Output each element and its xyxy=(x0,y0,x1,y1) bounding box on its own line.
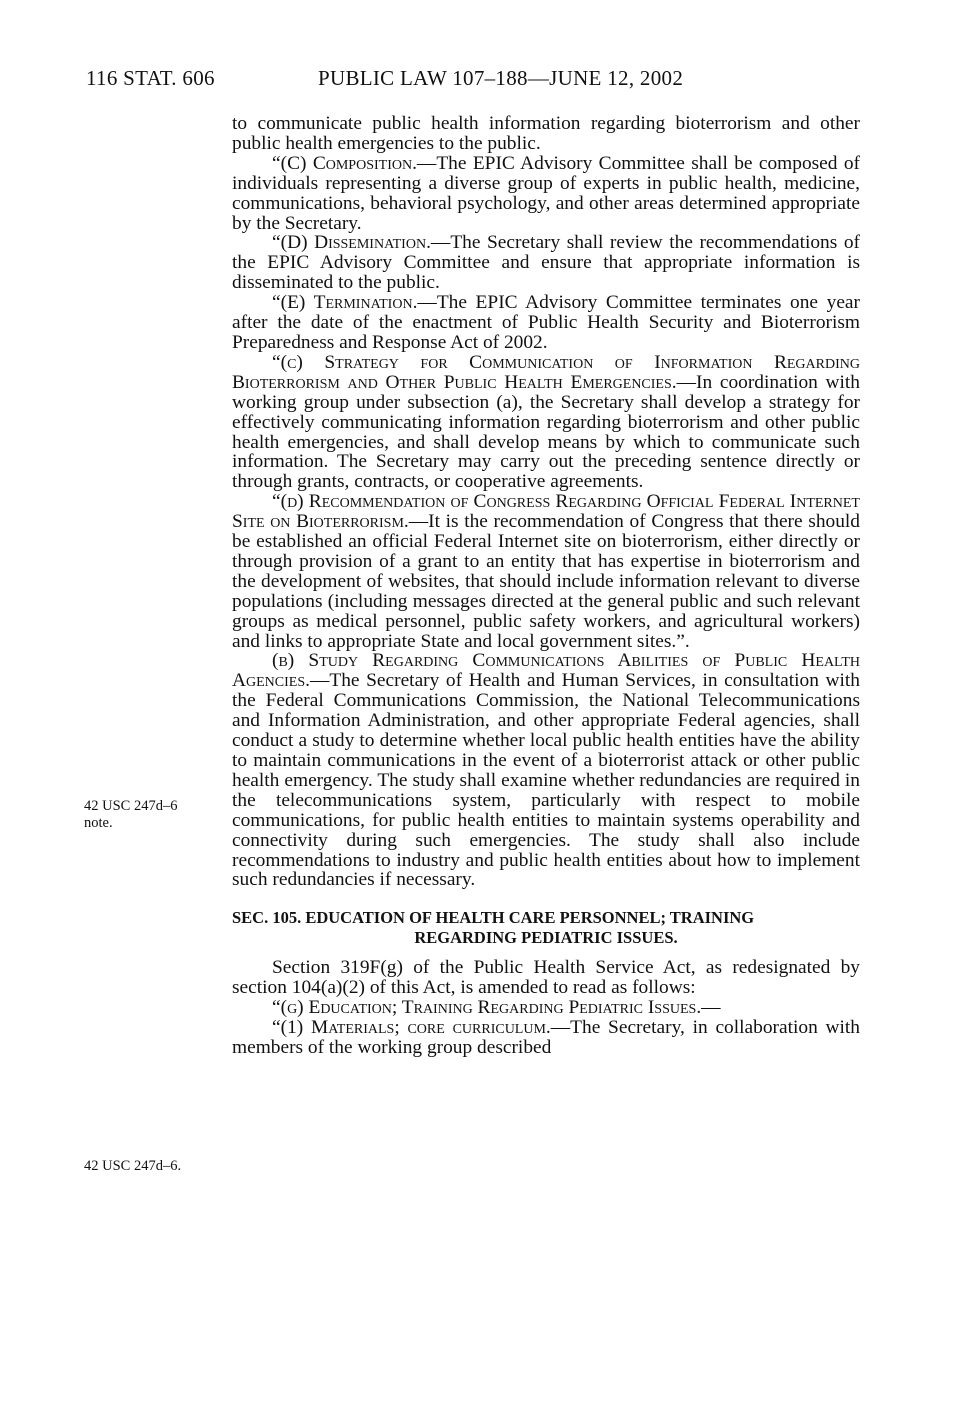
subsection-b-text: The Secretary of Health and Human Services, in consultation with the Federal Communications Commission, the National Telecommunications and Information Administration, and other appropriate Federal agencies, shall conduct a study to determine whether local public health entities have the ability to maintain communications in the event of a bioterrorist attack or other public health emergency. The study shall examine whether redundancies are required in the telecommunications system, particularly with respect to mobile communications, for public health entities to maintain systems operability and connectivity during such emergencies. The study shall also include recommendations to industry and public health entities about how to implement such redundancies if necessary. xyxy=(232,670,860,891)
subsection-b-study xyxy=(232,651,860,890)
subsection-d-recommendation xyxy=(232,492,860,651)
paragraph-e-text: The EPIC Advisory Committee terminates one year after the date of the enactment of Public Health Security and Bioterrorism Preparedness and Response Act of 2002. xyxy=(232,292,860,353)
subsection-c-text: In coordination with working group under subsection (a), the Secretary shall develop a strategy for effectively communicating information regarding bioterrorism and other public health emergencies, and shall develop means by which to communicate such information. The Secretary may carry out the preceding sentence directly or through grants, contracts, or cooperative agreements. xyxy=(232,371,860,493)
margin-note-suffix: note. xyxy=(84,815,113,831)
margin-note-citation-2: 42 USC 247d–6. xyxy=(84,1158,182,1174)
section-105-heading xyxy=(232,908,860,948)
text-column xyxy=(232,114,860,1058)
stat-page-number: 116 STAT. 606 xyxy=(86,66,215,90)
paragraph-d-dissemination xyxy=(232,233,860,293)
margin-note-citation: 42 USC 247d–6 xyxy=(84,798,178,814)
public-law-date: PUBLIC LAW 107–188—JUNE 12, 2002 xyxy=(318,66,684,90)
paragraph-c-composition xyxy=(232,154,860,234)
heading-materials: “(1) Materials; core curriculum.— xyxy=(272,1017,571,1039)
paragraph-1-materials xyxy=(232,1018,860,1058)
subsection-d-text: It is the recommendation of Congress that there should be established an official Federal Internet site on bioterrorism, either directly or through provision of a grant to an entity that has expertise in bioterrorism and the development of websites, that should include information relevant to diverse populations (including messages directed at the general public and such relevant groups as medical personnel, public safety workers, and agricultural workers) and links to appropriate State and local government sites.”. xyxy=(232,511,860,652)
paragraph-c-text: The EPIC Advisory Committee shall be composed of individuals representing a diverse group of experts in public health, medicine, communications, behavioral psychology, and other areas determined appropriate by the Secretary. xyxy=(232,152,860,234)
paragraph-d-text: The Secretary shall review the recommendations of the EPIC Advisory Committee and ensure that appropriate information is disseminated to the public. xyxy=(232,232,860,294)
heading-dissemination: “(D) Dissemination.— xyxy=(272,232,451,254)
heading-strategy: “(c) Strategy for Communication of Information Regarding Bioterrorism and Other Public Health Emergencies.— xyxy=(232,351,860,393)
paragraph-1-text: The Secretary, in collaboration with members of the working group described xyxy=(232,1017,860,1058)
section-heading-line1: SEC. 105. EDUCATION OF HEALTH CARE PERSONNEL; TRAINING xyxy=(232,908,755,928)
subsection-c-strategy xyxy=(232,353,860,492)
heading-education: “(g) Education; Training Regarding Pediatric Issues.— xyxy=(272,997,721,1019)
section-105-intro: Section 319F(g) of the Public Health Service Act, as redesignated by section 104(a)(2) of this Act, is amended to read as follows: xyxy=(232,957,860,999)
heading-recommendation: “(d) Recommendation of Congress Regarding Official Federal Internet Site on Bioterrorism.— xyxy=(232,491,860,533)
paragraph-continued: to communicate public health information regarding bioterrorism and other public health emergencies to the public. xyxy=(232,113,860,154)
heading-composition: “(C) Composition.— xyxy=(272,152,437,174)
heading-termination: “(E) Termination.— xyxy=(272,292,437,314)
section-heading-line2: REGARDING PEDIATRIC ISSUES. xyxy=(414,928,678,948)
subsection-g-heading-paragraph xyxy=(232,998,860,1018)
margin-note-usc-note xyxy=(84,798,177,832)
margin-note-usc xyxy=(84,1158,181,1175)
paragraph-e-termination xyxy=(232,293,860,353)
heading-study: (b) Study Regarding Communications Abilities of Public Health Agencies.— xyxy=(232,650,860,692)
